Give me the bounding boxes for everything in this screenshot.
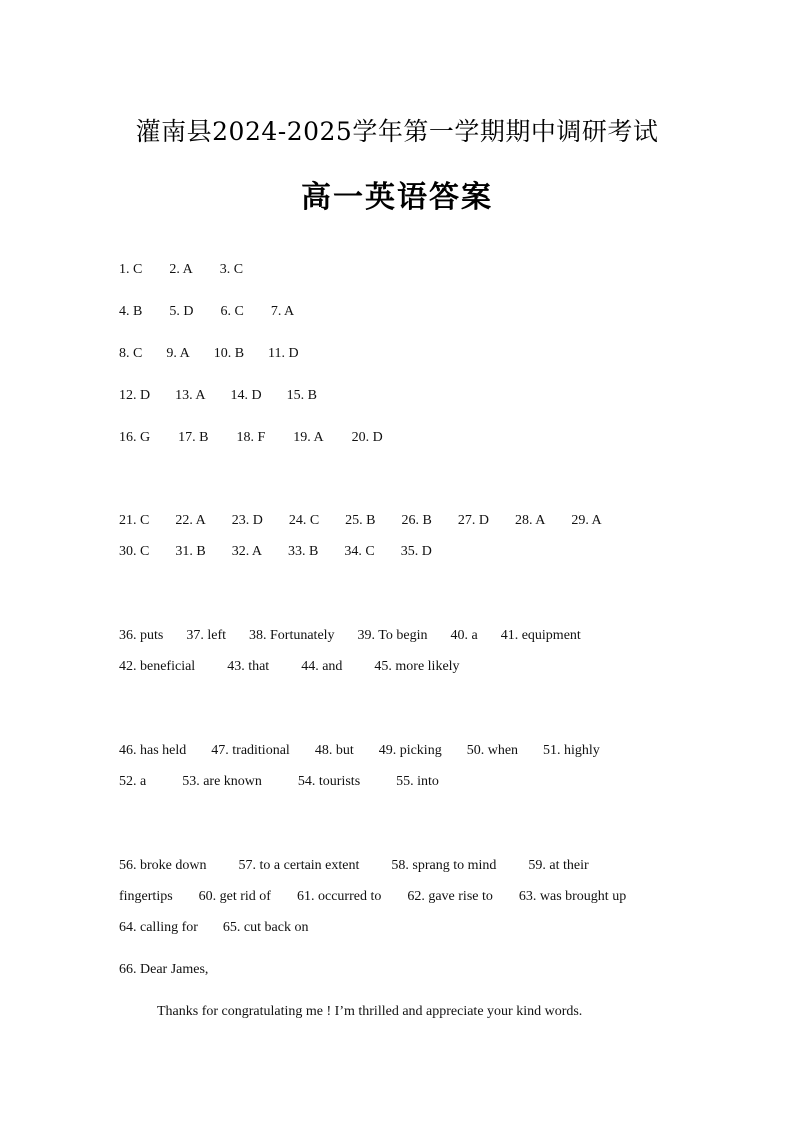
answer-item: 50. when (466, 743, 519, 758)
answer-item: 12. D (119, 388, 151, 403)
answer-item: 25. B (345, 513, 376, 528)
essay-salutation: 66. Dear James, (119, 962, 209, 977)
answer-row-2 (119, 304, 321, 320)
answer-item: 3. C (219, 262, 244, 277)
answer-row-12 (119, 858, 621, 874)
answer-item: 19. A (293, 430, 324, 445)
answer-row-13 (119, 889, 652, 905)
answer-item: 5. D (169, 304, 194, 319)
essay-body: Thanks for congratulating me ! I’m thrilled and appreciate your kind words. (157, 1004, 583, 1019)
answer-item: 52. a (119, 774, 147, 789)
answer-item: 44. and (301, 659, 343, 674)
answer-item: 45. more likely (374, 659, 460, 674)
answer-item: 26. B (401, 513, 432, 528)
answer-item: 33. B (288, 544, 319, 559)
answer-item: 47. traditional (211, 743, 290, 758)
answer-item: 64. calling for (119, 920, 198, 935)
answer-item: 28. A (514, 513, 546, 528)
answer-row-3 (119, 346, 323, 362)
answer-item: 30. C (119, 544, 150, 559)
answer-item: 53. are known (182, 774, 262, 789)
answer-item: 57. to a certain extent (238, 858, 360, 873)
answer-item: 39. To begin (357, 628, 428, 643)
answer-item: 10. B (213, 346, 245, 361)
answer-item: 7. A (270, 304, 295, 319)
answer-item: 23. D (231, 513, 263, 528)
answer-item: 13. A (175, 388, 206, 403)
answer-item: 29. A (571, 513, 602, 528)
answer-item: 38. Fortunately (249, 628, 335, 643)
answer-item: 40. a (450, 628, 478, 643)
answer-item: 16. G (119, 430, 151, 445)
answer-row-10 (119, 743, 625, 759)
answer-item: 22. A (175, 513, 206, 528)
answer-row-7 (119, 544, 458, 560)
answer-item: 2. A (169, 262, 193, 277)
answer-item: 31. B (175, 544, 206, 559)
answer-item: 24. C (288, 513, 320, 528)
exam-title: 灌南县2024-2025学年第一学期期中调研考试 (135, 117, 659, 146)
answer-item: 27. D (457, 513, 489, 528)
answer-item: 6. C (220, 304, 244, 319)
answer-row-8 (119, 628, 604, 644)
answer-row-9 (119, 659, 492, 675)
answer-item: 18. F (236, 430, 266, 445)
answer-item: 17. B (178, 430, 209, 445)
answer-item: 21. C (119, 513, 150, 528)
answer-item: 62. gave rise to (407, 889, 493, 904)
answer-item: 56. broke down (119, 858, 207, 873)
answer-item: fingertips (119, 889, 173, 904)
answer-item: 49. picking (378, 743, 442, 758)
answer-item: 65. cut back on (222, 920, 309, 935)
answer-row-6 (119, 513, 628, 529)
answer-item: 58. sprang to mind (391, 858, 497, 873)
answer-item: 8. C (119, 346, 143, 361)
answer-item: 48. but (314, 743, 354, 758)
answer-item: 54. tourists (297, 774, 361, 789)
answer-item: 61. occurred to (296, 889, 382, 904)
answer-item: 59. at their (528, 858, 589, 873)
answer-item: 35. D (400, 544, 432, 559)
answer-item: 9. A (166, 346, 190, 361)
answer-key-title: 高一英语答案 (301, 180, 493, 215)
answer-row-11 (119, 774, 475, 790)
answer-item: 15. B (286, 388, 317, 403)
answer-row-14 (119, 920, 333, 936)
answer-item: 46. has held (119, 743, 187, 758)
answer-item: 36. puts (119, 628, 164, 643)
answer-item: 20. D (351, 430, 383, 445)
answer-item: 32. A (231, 544, 263, 559)
answer-item: 14. D (230, 388, 262, 403)
answer-item: 11. D (268, 346, 299, 361)
answer-item: 43. that (227, 659, 270, 674)
answer-item: 63. was brought up (518, 889, 627, 904)
answer-item: 60. get rid of (198, 889, 271, 904)
answer-item: 1. C (119, 262, 143, 277)
answer-item: 37. left (186, 628, 226, 643)
answer-item: 51. highly (543, 743, 600, 758)
answer-row-5 (119, 430, 411, 446)
answer-item: 34. C (344, 544, 375, 559)
answer-item: 42. beneficial (119, 659, 196, 674)
answer-item: 55. into (396, 774, 439, 789)
answer-row-4 (119, 388, 342, 404)
answer-item: 41. equipment (500, 628, 581, 643)
answer-row-1 (119, 262, 270, 278)
answer-item: 4. B (119, 304, 143, 319)
